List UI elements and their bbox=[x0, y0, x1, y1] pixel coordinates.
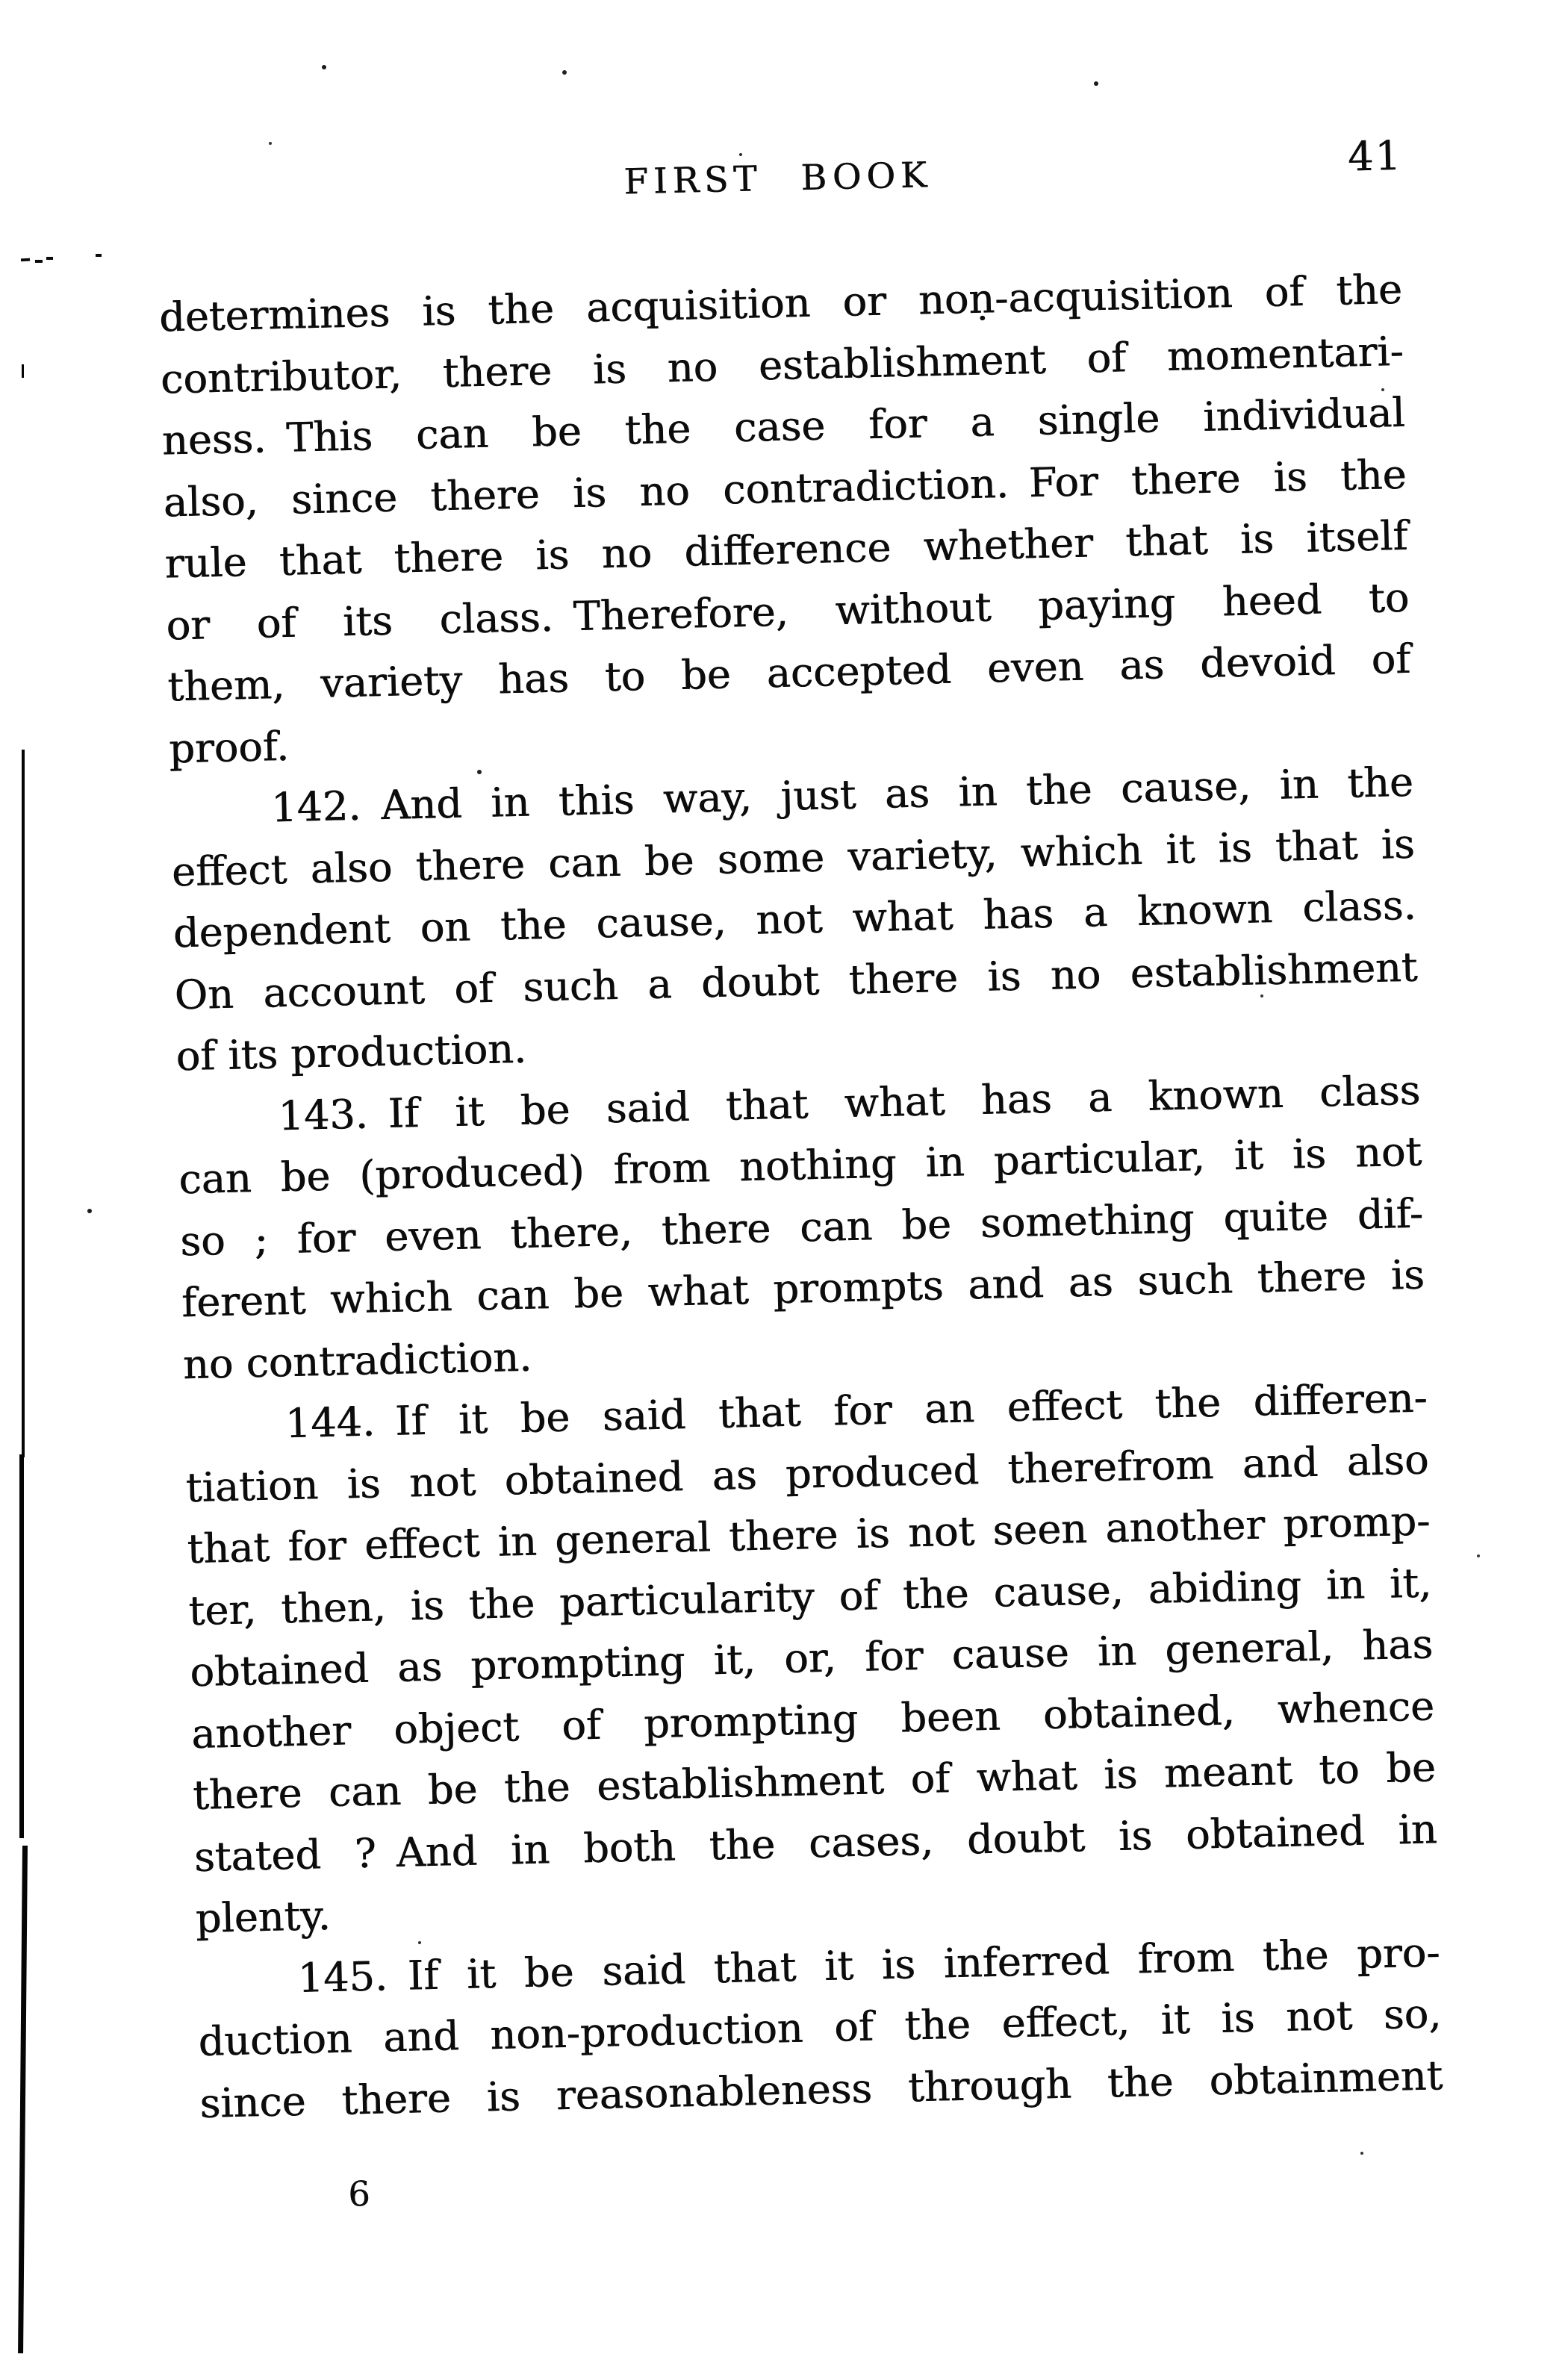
scan-mark bbox=[21, 258, 30, 262]
text-line: there can be the establishment of what is meant to be bbox=[192, 1743, 1437, 1819]
text-line: dependent on the cause, not what has a known class. bbox=[172, 881, 1417, 957]
text-line: 145. If it be said that it is inferred from the pro- bbox=[296, 1928, 1440, 2002]
text-line: so ; for even there, there can be something quite dif- bbox=[179, 1189, 1424, 1265]
text-line: tiation is not obtained as produced therefrom and also bbox=[184, 1436, 1429, 1511]
text-line: 144. If it be said that for an effect the differen- bbox=[284, 1374, 1428, 1448]
scan-mark bbox=[46, 257, 53, 260]
scan-edge-line bbox=[22, 364, 24, 378]
text-line: ness. This can be the case for a single individual bbox=[161, 388, 1406, 464]
text-line: also, since there is no contradiction. For there is the bbox=[163, 450, 1407, 526]
text-line: contributor, there is no establishment of momentari- bbox=[160, 327, 1404, 403]
text-line: ferent which can be what prompts and as such there is bbox=[181, 1251, 1425, 1327]
text-line: plenty. bbox=[195, 1892, 332, 1943]
text-line: ter, then, is the particularity of the cause, abiding in it, bbox=[187, 1558, 1432, 1634]
scan-mark bbox=[96, 254, 102, 257]
scan-edge-line bbox=[19, 1454, 24, 1838]
text-line: On account of such a doubt there is no establishment bbox=[174, 943, 1419, 1018]
scan-mark bbox=[35, 260, 43, 263]
text-line: proof. bbox=[168, 722, 290, 773]
text-line: determines is the acquisition or noṇ-acquisition of the bbox=[158, 265, 1403, 341]
body-text bbox=[158, 259, 1443, 2135]
text-line: can be (produced) from nothing in particular, it is not bbox=[178, 1127, 1422, 1204]
page-header bbox=[156, 131, 1403, 217]
signature-number: 6 bbox=[347, 2173, 371, 2214]
text-line: or of its class. Therefore, without paying heed to bbox=[165, 573, 1410, 650]
text-line: 143. If it be said that what has a known class bbox=[277, 1066, 1421, 1139]
text-line: 142. And in this way, just as in the cause, in the bbox=[270, 758, 1414, 832]
page-number: 41 bbox=[1347, 131, 1403, 181]
scan-noise-specks bbox=[0, 0, 3, 3]
text-line: obtained as prompting it, or, for cause in general, has bbox=[189, 1620, 1434, 1696]
text-line: of its production. bbox=[175, 1024, 527, 1080]
text-line: another object of prompting been obtained, whence bbox=[190, 1681, 1435, 1758]
text-line: duction and non-production of the effect, it is not so, bbox=[197, 1990, 1442, 2066]
text-line: no contradiction. bbox=[182, 1333, 532, 1388]
text-line: since there is reasonableness through the obtainment bbox=[199, 2051, 1443, 2127]
text-line: rule that there is no difference whether that is itself bbox=[164, 511, 1408, 588]
scan-edge-line bbox=[22, 750, 25, 1457]
text-line: effect also there can be some variety, which it is that is bbox=[171, 820, 1416, 895]
text-line: stated ? And in both the cases, doubt is obtained in bbox=[193, 1805, 1438, 1881]
text-line: that for effect in general there is not seen another promp- bbox=[186, 1497, 1431, 1573]
text-line: them, variety has to be accepted even as devoid of bbox=[167, 635, 1411, 711]
running-title: FIRST BOOK bbox=[623, 155, 933, 203]
